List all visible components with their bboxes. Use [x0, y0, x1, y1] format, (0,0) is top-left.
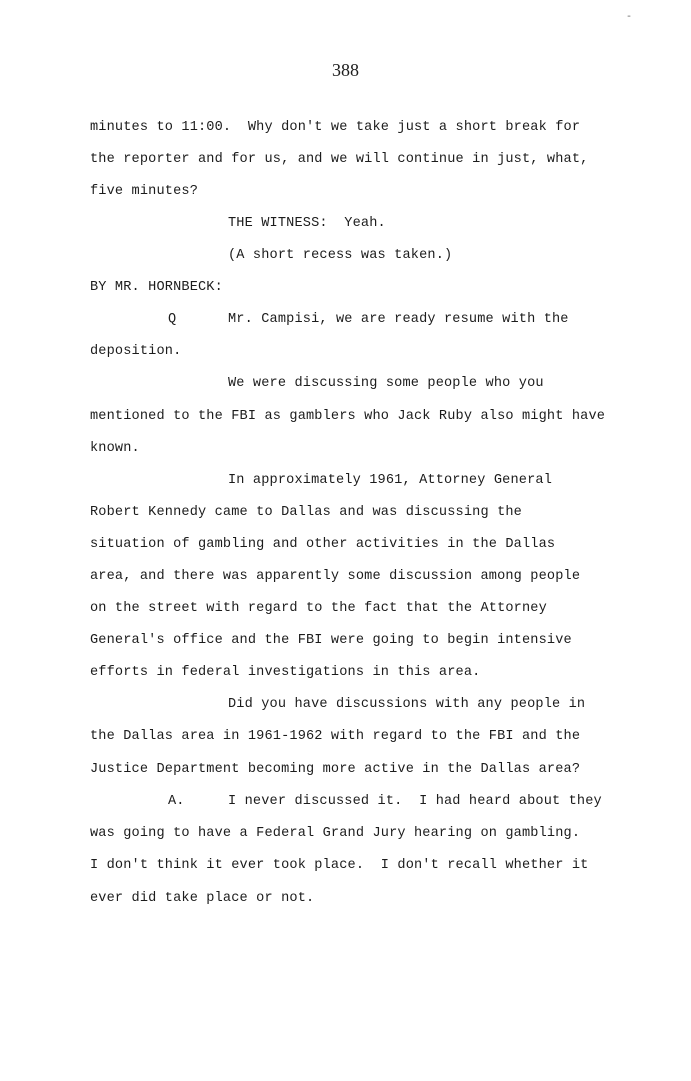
transcript-line: ever did take place or not.: [90, 891, 315, 906]
transcript-line: I don't think it ever took place. I don't recall whether it: [90, 858, 589, 873]
transcript-line: General's office and the FBI were going to begin intensive: [90, 633, 572, 648]
transcript-line: five minutes?: [90, 184, 198, 199]
transcript-line: efforts in federal investigations in this area.: [90, 665, 481, 680]
transcript-line: mentioned to the FBI as gamblers who Jack Ruby also might have: [90, 409, 606, 424]
transcript-line: deposition.: [90, 344, 182, 359]
question-label: Q: [168, 312, 177, 327]
transcript-line: Mr. Campisi, we are ready resume with the: [228, 312, 569, 327]
transcript-line: minutes to 11:00. Why don't we take just a short break for: [90, 120, 581, 135]
corner-mark: -: [626, 12, 633, 23]
transcript-line: on the street with regard to the fact that the Attorney: [90, 601, 547, 616]
transcript-line: situation of gambling and other activities in the Dallas: [90, 537, 556, 552]
transcript-line: the Dallas area in 1961-1962 with regard to the FBI and the: [90, 729, 581, 744]
transcript-line: known.: [90, 441, 140, 456]
transcript-line: the reporter and for us, and we will continue in just, what,: [90, 152, 589, 167]
transcript-line: Justice Department becoming more active in the Dallas area?: [90, 762, 581, 777]
examiner-heading: BY MR. HORNBECK:: [90, 280, 223, 295]
recess-note: (A short recess was taken.): [228, 248, 453, 263]
answer-label: A.: [168, 794, 185, 809]
page-number: 388: [332, 60, 359, 80]
transcript-line: Did you have discussions with any people in: [228, 697, 586, 712]
transcript-line: was going to have a Federal Grand Jury hearing on gambling.: [90, 826, 581, 841]
transcript-line: area, and there was apparently some discussion among people: [90, 569, 581, 584]
transcript-line: In approximately 1961, Attorney General: [228, 473, 552, 488]
transcript-line: Robert Kennedy came to Dallas and was discussing the: [90, 505, 522, 520]
transcript-line: I never discussed it. I had heard about they: [228, 794, 602, 809]
witness-response: THE WITNESS: Yeah.: [228, 216, 386, 231]
transcript-line: We were discussing some people who you: [228, 376, 544, 391]
